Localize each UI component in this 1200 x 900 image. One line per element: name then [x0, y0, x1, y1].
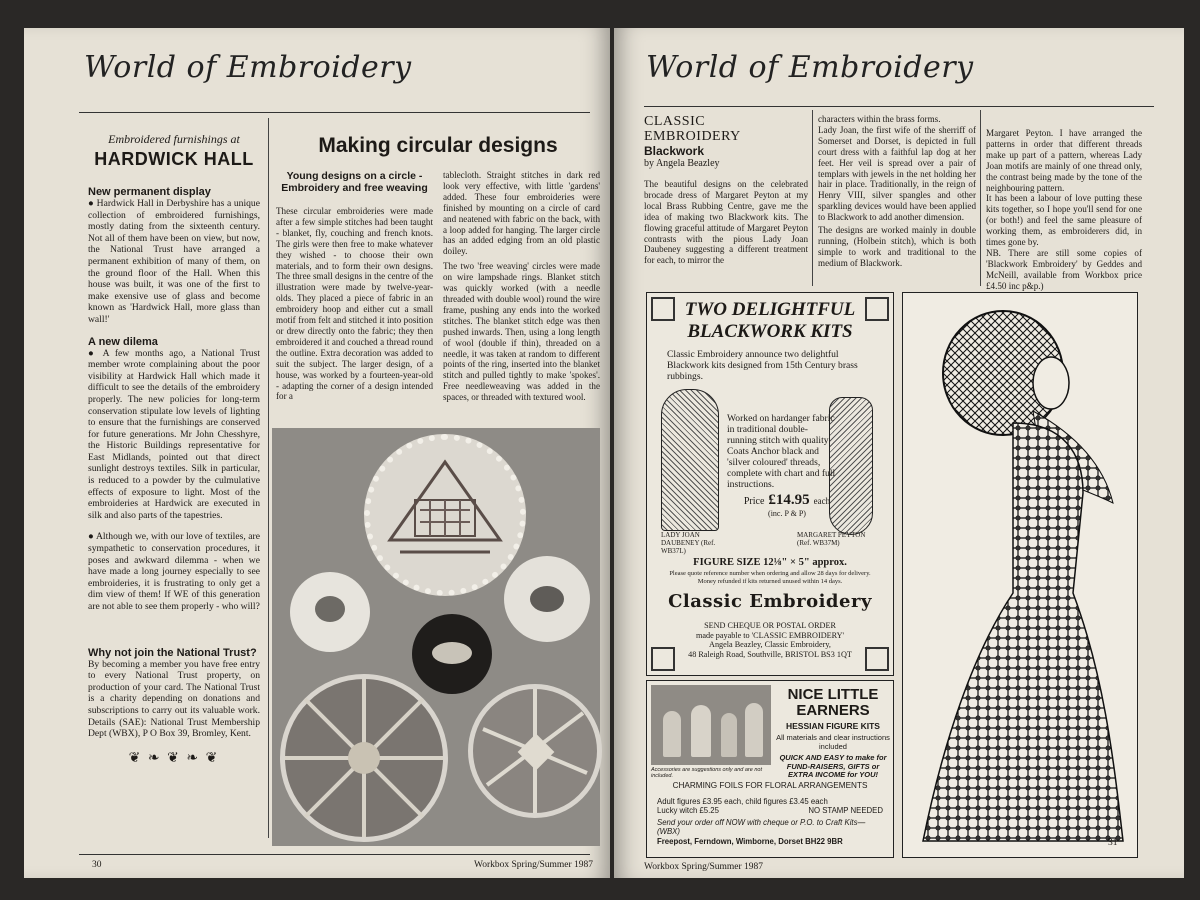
caption-lady-joan: LADY JOAN DAUBENEY (Ref. WB37L) — [661, 531, 716, 555]
photo-caption: Accessories are suggestions only and are not included. — [651, 767, 762, 779]
article-text: Margaret Peyton. I have arranged the patterns in order that different threads make up part of a pattern, whereas Lady Joan motifs are mainly of one thread only, the contrast being made by the tone of the neighbouring pattern. — [986, 128, 1142, 193]
celtic-knot-icon — [651, 297, 675, 321]
article-title: Making circular designs — [318, 134, 558, 157]
article-text: NB. There are still some copies of 'Blackwork Embroidery' by Geddes and McNeill, available from Workbox price £4.50 inc p&p.) — [986, 247, 1142, 291]
page-footer: Workbox Spring/Summer 1987 — [474, 860, 594, 870]
trust-heading: Why not join the National Trust? — [88, 646, 257, 659]
ad-title-line1: TWO DELIGHTFUL — [684, 299, 856, 320]
blackwork-column-3 — [986, 128, 1142, 292]
ad-details: Worked on hardanger fabric in traditional double-running stitch with quality Coats Anchor black and 'silver coloured' threads, complete with chart and full instructions. — [727, 413, 836, 490]
left-page — [24, 28, 610, 878]
section-heading: New permanent display — [88, 186, 211, 198]
column-divider — [268, 118, 269, 838]
section-heading: A new dilema — [88, 335, 158, 348]
price-each: each — [813, 496, 831, 506]
ad-line: All materials and clear instructions included — [776, 733, 890, 751]
article-text: These circular embroideries were made after a few simple stitches had been taught - blanket, fly, couching and french knots. The girls were then free to make whatever they wished - to choose their own materials, and to form their own designs. The three small designs in the centre of the illustration were made by twelve-year-olds. They placed a piece of fabric in an embroidery hoop and either cut a small motif from felt and stitched it into position or drew directly onto the fabric; they then embroidered it and couched a thread round the outline. Extra decoration was added to suit the subject. The larger design, of a house, was worked by a fourteen-year-old - adapting the corner of a design intended for a — [276, 206, 433, 402]
order-line: Send your order off NOW with cheque or P.O. to Craft Kits—(WBX) — [657, 817, 866, 837]
hessian-figures-photo — [651, 685, 771, 765]
price-note: (inc. P & P) — [768, 509, 806, 518]
no-stamp-note: NO STAMP NEEDED — [808, 806, 883, 816]
margaret-peyton-blackwork-illustration — [903, 293, 1137, 857]
ad-price-block — [737, 491, 837, 518]
price-line: Lucky witch £5.25 — [657, 806, 719, 816]
right-page — [614, 28, 1184, 878]
decorative-flourish: ❦ ❧ ❦ ❧ ❦ — [128, 750, 220, 766]
hardwick-sidebar — [88, 132, 260, 767]
article-title-line1: CLASSIC — [644, 114, 706, 129]
circular-designs-article — [276, 132, 600, 403]
figure-size: FIGURE SIZE 12⅛" × 5" approx. — [693, 557, 847, 568]
elephant-embroidery-circle — [504, 556, 590, 642]
column-divider — [980, 110, 981, 286]
bird-embroidery-circle — [290, 572, 370, 652]
hessian-ad-text — [775, 687, 891, 780]
price-lines — [657, 797, 883, 846]
page-number: 30 — [92, 860, 102, 870]
sidebar-kicker: Embroidered furnishings at — [108, 132, 240, 146]
article-column-1 — [276, 170, 433, 403]
free-weaving-circle-left — [280, 674, 448, 842]
lady-joan-figure — [661, 389, 719, 531]
article-subtitle: Blackwork — [644, 144, 705, 158]
article-text: Lady Joan, the first wife of the sherriff of Somerset and Dorset, is depicted in full court dress with a faithful lap dog at her feet. Her veil is spread over a pair of templars with jewels in the net holding her hair in place. Traditionally, in the reign of Henry VIII, silver spangles and other sparkling devices would have been applied to Blackwork to add another dimension. — [818, 124, 976, 223]
price-line: Adult figures £3.95 each, child figures £3.45 each — [657, 797, 828, 806]
page-footer: Workbox Spring/Summer 1987 — [644, 862, 764, 872]
right-page-header: World of Embroidery — [646, 50, 974, 85]
blackwork-kits-ad — [646, 292, 894, 676]
section-text: ● Hardwick Hall in Derbyshire has a unique collection of embroidered furnishings, mostly dating from the sixteenth century. Not all of them have been on view, but now, the National Trust have arranged a permanent exhibition of many of them, on the ground floor of the Hall. When this house was built, it was one of the first to make exensive use of glass and become known as 'Hardwick Hall, more glass than wall!' — [88, 198, 260, 325]
order-line: made payable to 'CLASSIC EMBROIDERY' — [695, 630, 845, 640]
article-subtitle: Young designs on a circle - Embroidery and free weaving — [281, 170, 428, 194]
ad-intro: Classic Embroidery announce two delightful Blackwork kits designed from 15th Century brass rubbings. — [667, 349, 858, 382]
ad-title-line2: EARNERS — [796, 702, 870, 719]
article-text: The beautiful designs on the celebrated brocade dress of Margaret Peyton at my local Brass Rubbing Centre, gave me the idea of making two Blackwork kits. The flowing graceful attitude of Margaret Peyton contrasts with the pious Lady Joan Daubeney suggesting a different treatment for each, to mirror the — [644, 179, 808, 266]
footer-rule — [79, 854, 590, 855]
celtic-knot-icon — [865, 297, 889, 321]
section-text: ● Although we, with our love of textiles, are sympathetic to conservation procedures, it poses and awkward dilemma - when we have made a long journey especially to see embroideries, it is frustrating to only get a dim view of them! If WE of this generation are not able to see them properly - who will? — [88, 531, 260, 612]
article-column-2 — [443, 170, 600, 403]
blackwork-article — [644, 114, 808, 266]
article-text: The two 'free weaving' circles were made on wire lampshade rings. Blanket stitch was quickly worked (with a needle threaded with double wool) round the wire frame, pushing any ends into the worked stitches. The blanket stitch edge was then pushed inwards. Then, using a long length of wool (double if thin), threaded on a needle, it was taken at random to different points of the ring, inserted into the blanket stitch and pulled tightly to make 'spokes'. Free needleweaving was added in the spaces, or threaded with textured wool. — [443, 261, 600, 403]
ad-title-line2: BLACKWORK KITS — [687, 321, 853, 342]
order-line: SEND CHEQUE OR POSTAL ORDER — [704, 621, 836, 630]
ad-subtitle: HESSIAN FIGURE KITS — [786, 721, 880, 731]
page-number: 31 — [1108, 838, 1118, 848]
magazine-spread — [10, 10, 1190, 890]
sidebar-title: HARDWICK HALL — [94, 149, 254, 169]
order-address — [647, 621, 893, 659]
article-text: tablecloth. Straight stitches in dark red look very effective, with little 'gardens' added. These four embroideries were finished by mounting on a circle of card and neatened with fabric on the back, with a loop added for hanging. The larger circle has an added edging from an old plastic doiley. — [443, 170, 600, 257]
article-text: characters within the brass forms. — [818, 114, 941, 124]
left-page-header: World of Embroidery — [84, 50, 412, 85]
header-rule — [79, 112, 590, 113]
blackwork-figure-panel — [902, 292, 1138, 858]
fine-print: Please quote reference number when ordering and allow 28 days for delivery. Money refunded if kits returned unused within 14 days. — [669, 570, 871, 585]
price-label: Price — [743, 496, 765, 507]
article-text: It has been a labour of love putting these kits together, so I hope you'll send for one (or both!) and feel the same pleasure of working them, as embroiderers did, in times gone by. — [986, 193, 1142, 248]
order-line: Angela Beazley, Classic Embroidery, — [709, 640, 831, 650]
foils-line: CHARMING FOILS FOR FLORAL ARRANGEMENTS — [672, 781, 868, 790]
ad-title-line1: NICE LITTLE — [787, 686, 879, 703]
brand-logo: Classic Embroidery — [668, 591, 872, 612]
section-text: ● A few months ago, a National Trust member wrote complaining about the poor visibility at Hardwick Hall which made it difficult to see the details of the embroidery properly. The new policies for long-term conservation stipulate low levels of lighting to ensure that the furnishings are conserved for future generations. Mr John Chesshyre, the Historic Buildings representative for East Midlands, pointed out that direct sunlight destroys textiles. Silk in particular, is reduced to a powder by the culmulative effects of exposure to light. Most of the embroideries at Hardwick are executed in silk and also parts of the tapestries. — [88, 347, 260, 521]
hessian-kits-ad — [646, 680, 894, 858]
order-line: 48 Raleigh Road, Southville, BRISTOL BS3 1QT — [688, 649, 852, 659]
price-value: £14.95 — [768, 492, 810, 508]
price-line-2 — [657, 806, 883, 815]
free-weaving-circle-right — [468, 684, 602, 818]
house-embroidery-circle — [364, 434, 526, 596]
order-address: Freepost, Ferndown, Wimborne, Dorset BH22 9BR — [657, 836, 843, 846]
article-title-line2: EMBROIDERY — [644, 129, 741, 144]
embroidery-photo — [272, 428, 600, 846]
article-byline: by Angela Beazley — [644, 158, 720, 169]
column-divider — [812, 110, 813, 286]
blackwork-column-2 — [818, 114, 976, 269]
article-text: The designs are worked mainly in double running, (Holbein stitch), which is both simple to work and traditional to the medium of Blackwork. — [818, 225, 976, 268]
header-rule — [644, 106, 1154, 107]
caption-margaret-peyton: MARGARET PEYTON (Ref. WB37M) — [797, 531, 866, 547]
ad-line: QUICK AND EASY to make for FUND-RAISERS, GIFTS or EXTRA INCOME for YOU! — [779, 753, 887, 779]
trust-text: By becoming a member you have free entry to every National Trust property, on production of your card. The National Trust is a charity depending on donations and subscriptions to carry out its valuable work. Details (SAE): National Trust Membership Dept (WBX), P O Box 39, Bromley, Kent. — [88, 658, 260, 740]
